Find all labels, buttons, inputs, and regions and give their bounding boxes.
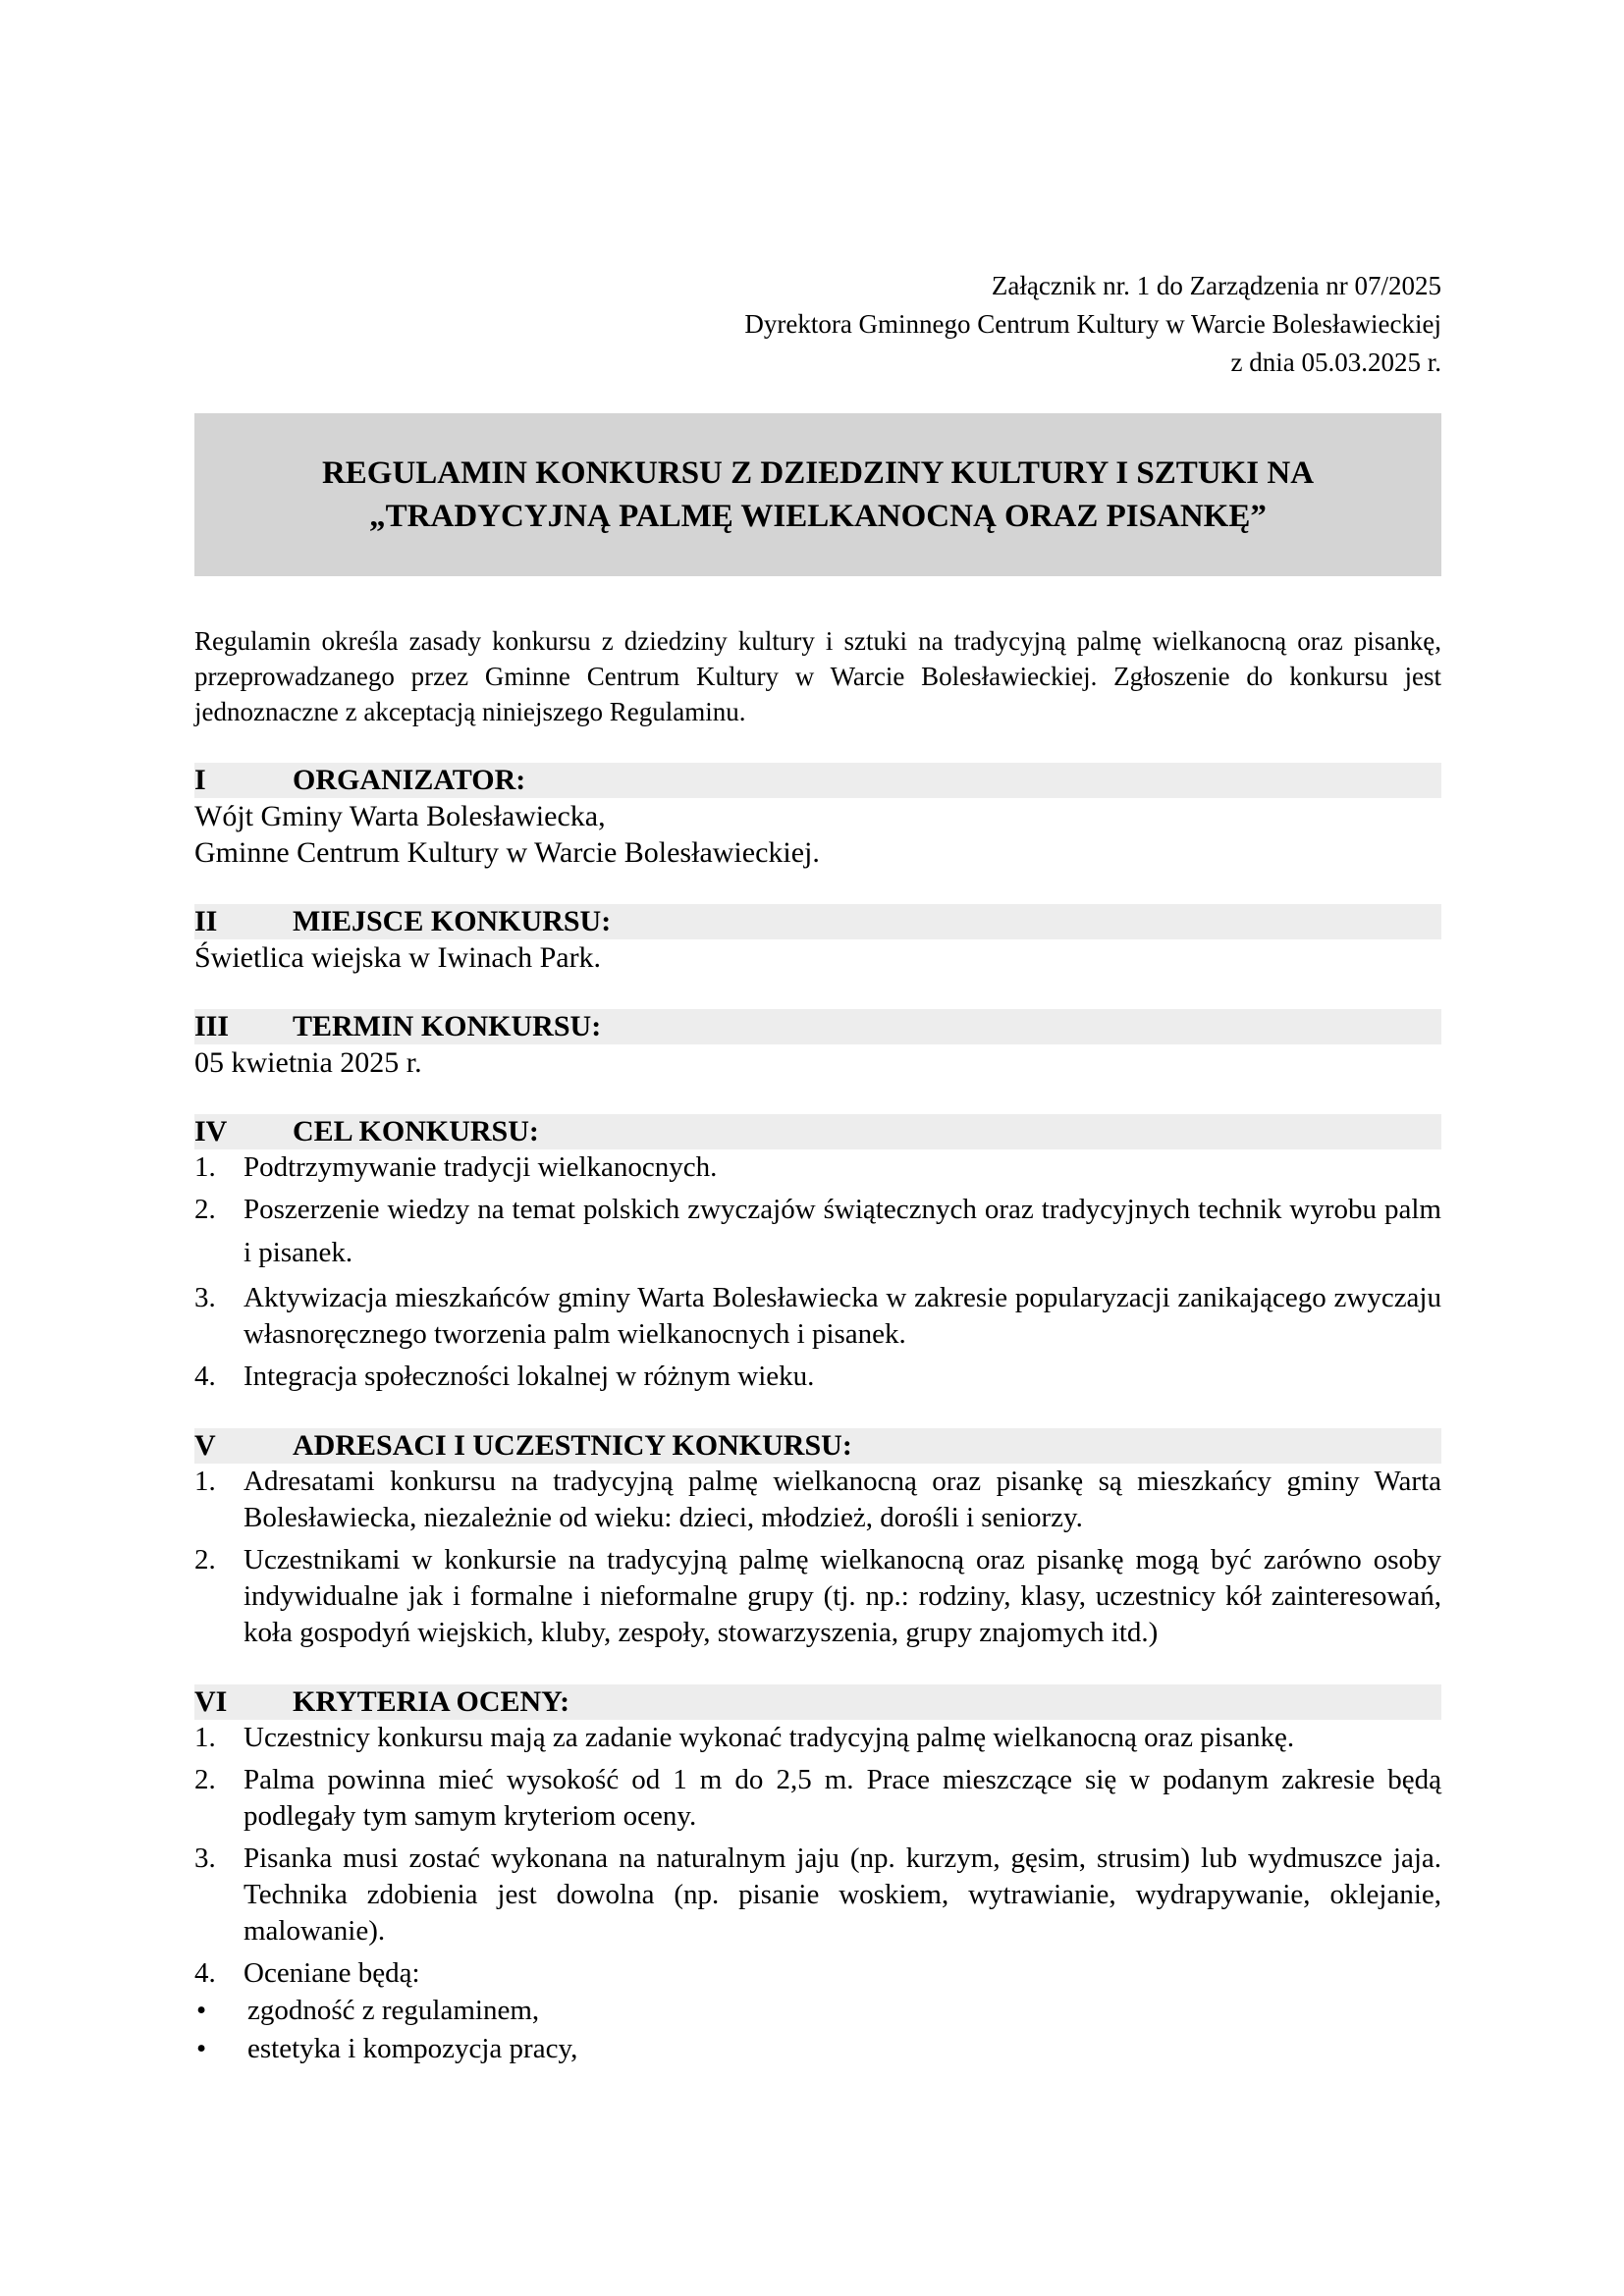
item-text: Palma powinna mieć wysokość od 1 m do 2,5 m. Prace mieszczące się w podanym zakresie będą podlegały tym samym kryteriom oceny. [244, 1764, 1441, 1832]
section-number: III [194, 1010, 230, 1042]
item-number: 3. [194, 1282, 216, 1313]
attachment-line-3: z dnia 05.03.2025 r. [1230, 347, 1441, 377]
item-number: 4. [194, 1361, 216, 1392]
section-number: I [194, 764, 206, 796]
bullet-icon: • [196, 2033, 207, 2064]
organizer-line: Gminne Centrum Kultury w Warcie Bolesławieckiej. [194, 836, 820, 869]
bullet-text: estetyka i kompozycja pracy, [247, 2033, 578, 2064]
section-heading [194, 1114, 1441, 1149]
title-line-2: „TRADYCYJNĄ PALMĘ WIELKANOCNĄ ORAZ PISANKĘ” [369, 499, 1267, 534]
criteria-bullets [194, 1992, 1441, 2068]
item-number: 1. [194, 1722, 216, 1753]
participants-list [194, 1464, 1441, 1651]
section-place [194, 904, 1441, 976]
list-item [194, 1720, 1441, 1756]
item-number: 2. [194, 1194, 216, 1225]
list-item [194, 1841, 1441, 1949]
date-line: 05 kwietnia 2025 r. [194, 1046, 422, 1079]
section-heading [194, 904, 1441, 939]
item-text: Uczestnikami w konkursie na tradycyjną palmę wielkanocną oraz pisankę mogą być zarówno osoby indywidualne jak i formalne i nieformalne grupy (tj. np.: rodziny, klasy, uczestnicy kół zainteresowań, koła gospodyń wiejskich, kluby, zespoły, stowarzyszenia, grupy znajomych itd.) [244, 1544, 1441, 1648]
list-item [194, 1280, 1441, 1353]
organizer-line: Wójt Gminy Warta Bolesławiecka, [194, 800, 606, 832]
section-heading [194, 763, 1441, 798]
section-number: VI [194, 1685, 228, 1718]
section-heading [194, 1009, 1441, 1044]
bullet-text: zgodność z regulaminem, [247, 1995, 540, 2026]
section-goal [194, 1114, 1441, 1395]
attachment-note [194, 267, 1441, 382]
attachment-line-2: Dyrektora Gminnego Centrum Kultury w Warcie Bolesławieckiej [744, 309, 1441, 339]
section-number: II [194, 905, 218, 937]
item-number: 1. [194, 1466, 216, 1497]
item-number: 2. [194, 1544, 216, 1575]
bullet-icon: • [196, 1995, 207, 2026]
list-item [194, 1192, 1441, 1274]
section-organizer [194, 763, 1441, 871]
section-title: ADRESACI I UCZESTNICY KONKURSU: [293, 1429, 852, 1462]
document-page [194, 267, 1441, 2068]
section-title: CEL KONKURSU: [293, 1115, 539, 1148]
section-title: TERMIN KONKURSU: [293, 1010, 602, 1042]
attachment-line-1: Załącznik nr. 1 do Zarządzenia nr 07/2025 [991, 271, 1441, 300]
section-participants [194, 1428, 1441, 1651]
list-item [194, 1359, 1441, 1395]
section-title: MIEJSCE KONKURSU: [293, 905, 612, 937]
list-item [194, 1762, 1441, 1835]
place-line: Świetlica wiejska w Iwinach Park. [194, 941, 602, 974]
list-item [194, 1542, 1441, 1651]
title-line-1: REGULAMIN KONKURSU Z DZIEDZINY KULTURY I SZTUKI NA [321, 455, 1315, 491]
section-number: V [194, 1429, 216, 1462]
bullet-item [194, 1992, 1441, 2030]
item-text: Aktywizacja mieszkańców gminy Warta Bolesławiecka w zakresie popularyzacji zanikającego zwyczaju własnoręcznego tworzenia palm wielkanocnych i pisanek. [244, 1282, 1441, 1350]
intro-paragraph: Regulamin określa zasady konkursu z dziedziny kultury i sztuki na tradycyjną palmę wielkanocną oraz pisankę, przeprowadzanego przez Gminne Centrum Kultury w Warcie Bolesławieckiej. Zgłoszenie do konkursu jest jednoznaczne z akceptacją niniejszego Regulaminu. [194, 626, 1441, 726]
list-item [194, 1149, 1441, 1186]
section-heading [194, 1684, 1441, 1720]
item-text: Uczestnicy konkursu mają za zadanie wykonać tradycyjną palmę wielkanocną oraz pisankę. [244, 1722, 1295, 1753]
section-criteria [194, 1684, 1441, 2068]
item-number: 4. [194, 1957, 216, 1989]
section-number: IV [194, 1115, 228, 1148]
item-text: Podtrzymywanie tradycji wielkanocnych. [244, 1151, 718, 1183]
item-number: 3. [194, 1842, 216, 1874]
section-date [194, 1009, 1441, 1081]
item-number: 2. [194, 1764, 216, 1795]
list-item [194, 1464, 1441, 1536]
item-text: Integracja społeczności lokalnej w różnym wieku. [244, 1361, 815, 1392]
item-text: Oceniane będą: [244, 1957, 420, 1989]
section-heading [194, 1428, 1441, 1464]
item-text: Pisanka musi zostać wykonana na naturalnym jaju (np. kurzym, gęsim, strusim) lub wydmuszce jaja. Technika zdobienia jest dowolna (np. pisanie woskiem, wytrawianie, wydrapywanie, oklejanie, malowanie). [244, 1842, 1441, 1947]
document-title [194, 413, 1441, 576]
section-title: ORGANIZATOR: [293, 764, 526, 796]
criteria-list [194, 1720, 1441, 1992]
bullet-item [194, 2030, 1441, 2068]
goal-list [194, 1149, 1441, 1395]
item-number: 1. [194, 1151, 216, 1183]
list-item [194, 1955, 1441, 1992]
section-title: KRYTERIA OCENY: [293, 1685, 570, 1718]
item-text: Adresatami konkursu na tradycyjną palmę wielkanocną oraz pisankę są mieszkańcy gminy Warta Bolesławiecka, niezależnie od wieku: dzieci, młodzież, dorośli i seniorzy. [244, 1466, 1441, 1533]
item-text: Poszerzenie wiedzy na temat polskich zwyczajów świątecznych oraz tradycyjnych technik wyrobu palm i pisanek. [244, 1194, 1441, 1268]
